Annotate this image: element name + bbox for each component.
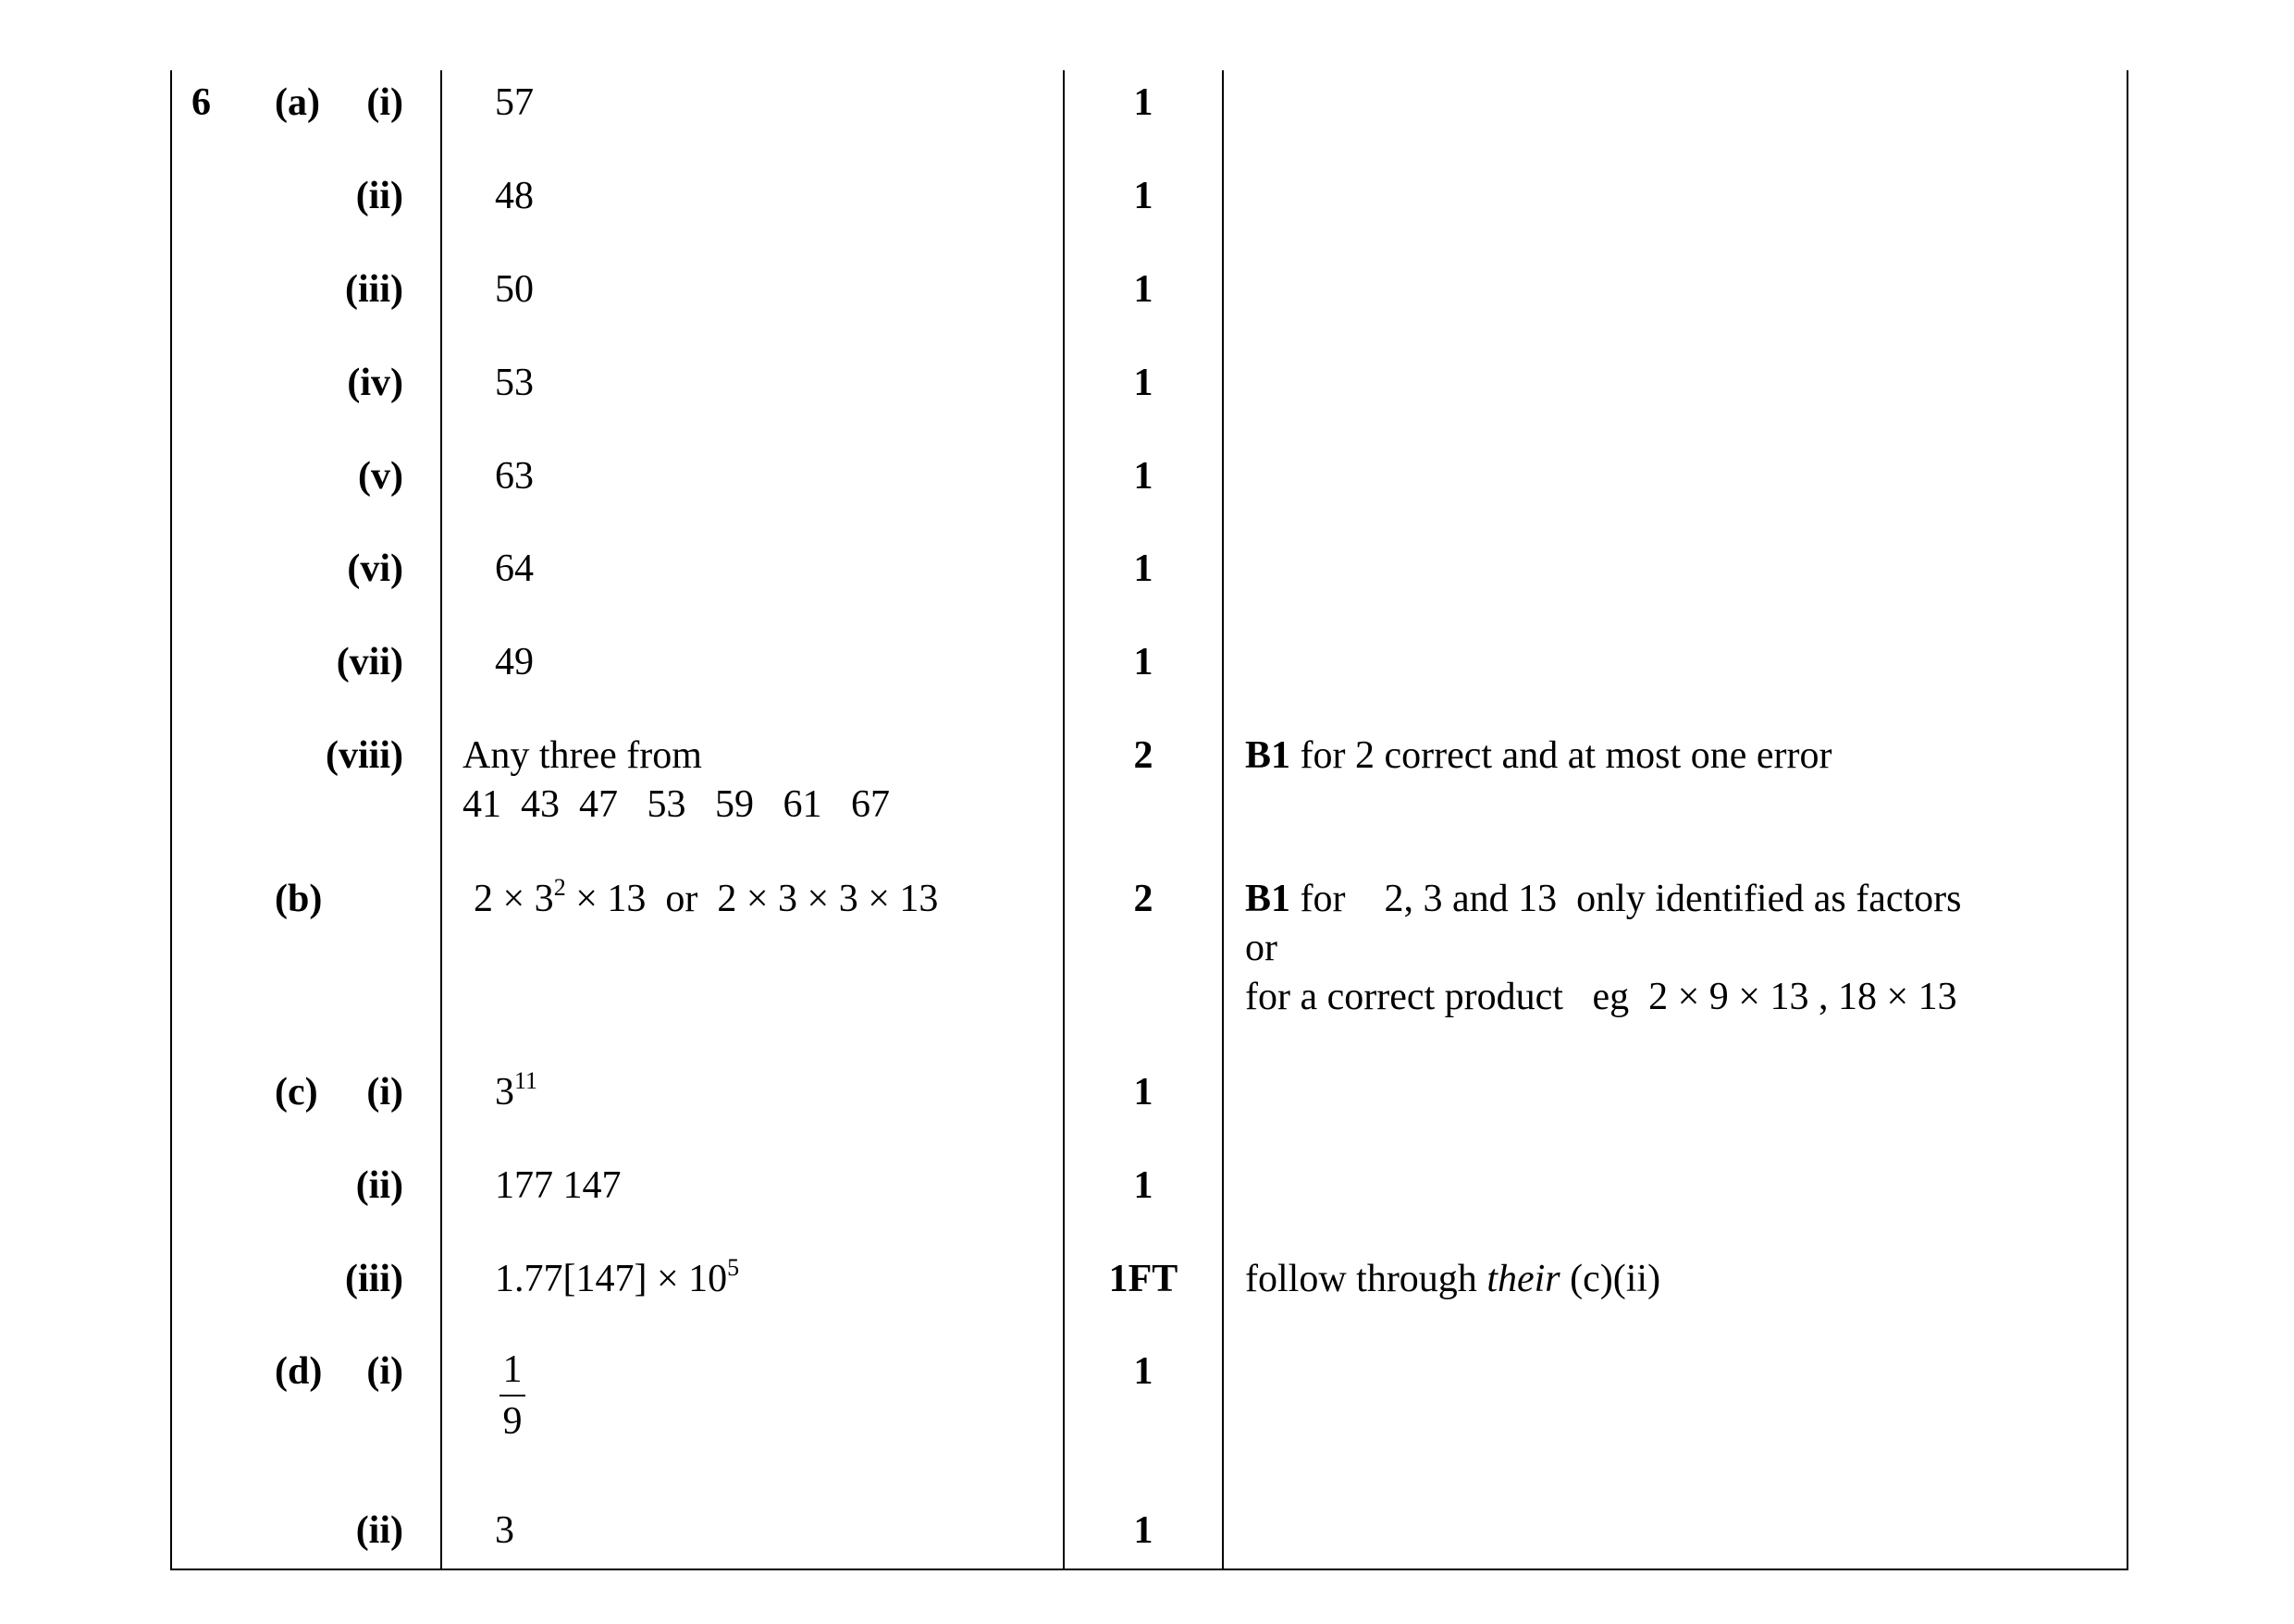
answer-a-v: 63 [495,455,534,498]
guidance-c-iii [1245,1260,1660,1298]
answer-c-iii [495,1254,740,1300]
mark-a-iii: 1 [1133,268,1153,311]
guidance-b-line2: or [1245,927,1277,969]
mark-d-i: 1 [1133,1350,1153,1393]
answer-d-ii: 3 [495,1509,514,1552]
mark-a-i: 1 [1133,81,1153,124]
table-right-border [2127,70,2128,1570]
column-divider-label [440,70,442,1570]
subpart-a-iii: (iii) [345,268,403,311]
answer-c-i [495,1067,538,1113]
mark-a-v: 1 [1133,455,1153,498]
mark-d-ii: 1 [1133,1509,1153,1552]
subpart-d-i: (i) [366,1350,403,1393]
table-left-border [170,70,172,1570]
subpart-a-vii: (vii) [336,641,403,683]
guidance-c-iii-text1: follow through [1245,1258,1487,1300]
subpart-c-iii: (iii) [345,1258,403,1300]
mark-a-vi: 1 [1133,547,1153,590]
mark-c-ii: 1 [1133,1164,1153,1207]
answer-b [474,874,939,920]
subpart-c-ii: (ii) [355,1164,403,1207]
mark-c-i: 1 [1133,1071,1153,1113]
fraction-numerator: 1 [502,1348,523,1391]
table-bottom-border [170,1569,2128,1570]
part-label-c: (c) [275,1071,318,1113]
subpart-a-ii: (ii) [355,175,403,217]
guidance-a-viii-bold: B1 [1245,734,1291,777]
part-label-b: (b) [275,878,323,920]
guidance-a-viii [1245,736,1832,775]
answer-c-i-exponent: 11 [514,1067,538,1094]
mark-c-iii: 1FT [1108,1258,1178,1300]
answer-c-iii-exponent: 5 [727,1254,740,1281]
subpart-d-ii: (ii) [355,1509,403,1552]
answer-c-i-base: 3 [495,1071,514,1113]
answer-a-iii: 50 [495,268,534,311]
column-divider-mark [1222,70,1224,1570]
guidance-b-text: for 2, 3 and 13 only identified as factors [1290,878,1962,920]
subpart-c-i: (i) [366,1071,403,1113]
guidance-b-line3: for a correct product eg 2 × 9 × 13 , 18 × 13 [1245,976,1957,1018]
mark-a-vii: 1 [1133,641,1153,683]
answer-b-exponent: 2 [553,874,566,901]
mark-b: 2 [1133,878,1153,920]
answer-a-iv: 53 [495,362,534,404]
answer-a-vi: 64 [495,547,534,590]
fraction-denominator: 9 [502,1400,523,1443]
guidance-b-bold: B1 [1245,878,1291,920]
subpart-a-vi: (vi) [347,547,403,590]
answer-a-viii-line2: 41 43 47 53 59 61 67 [462,783,890,826]
mark-a-viii: 2 [1133,734,1153,777]
subpart-a-v: (v) [358,455,403,498]
part-label-a: (a) [275,81,320,124]
mark-a-iv: 1 [1133,362,1153,404]
answer-a-i: 57 [495,81,534,124]
answer-a-viii-line1: Any three from [462,734,702,777]
fraction-bar [500,1395,525,1396]
answer-a-vii: 49 [495,641,534,683]
mark-a-ii: 1 [1133,175,1153,217]
guidance-a-viii-text: for 2 correct and at most one error [1290,734,1832,777]
answer-c-ii: 177 147 [495,1164,622,1207]
guidance-c-iii-italic: their [1486,1258,1560,1300]
question-number: 6 [191,81,211,124]
answer-b-part2: × 13 or 2 × 3 × 3 × 13 [565,878,939,920]
subpart-a-viii: (viii) [326,734,403,777]
subpart-a-i: (i) [366,81,403,124]
answer-a-ii: 48 [495,175,534,217]
answer-d-i-fraction [500,1350,525,1441]
part-label-d: (d) [275,1350,323,1393]
answer-b-part1: 2 × 3 [474,878,554,920]
subpart-a-iv: (iv) [347,362,403,404]
guidance-c-iii-text2: (c)(ii) [1560,1258,1661,1300]
answer-c-iii-base: 1.77[147] × 10 [495,1258,728,1300]
guidance-b-line1 [1245,880,1962,918]
